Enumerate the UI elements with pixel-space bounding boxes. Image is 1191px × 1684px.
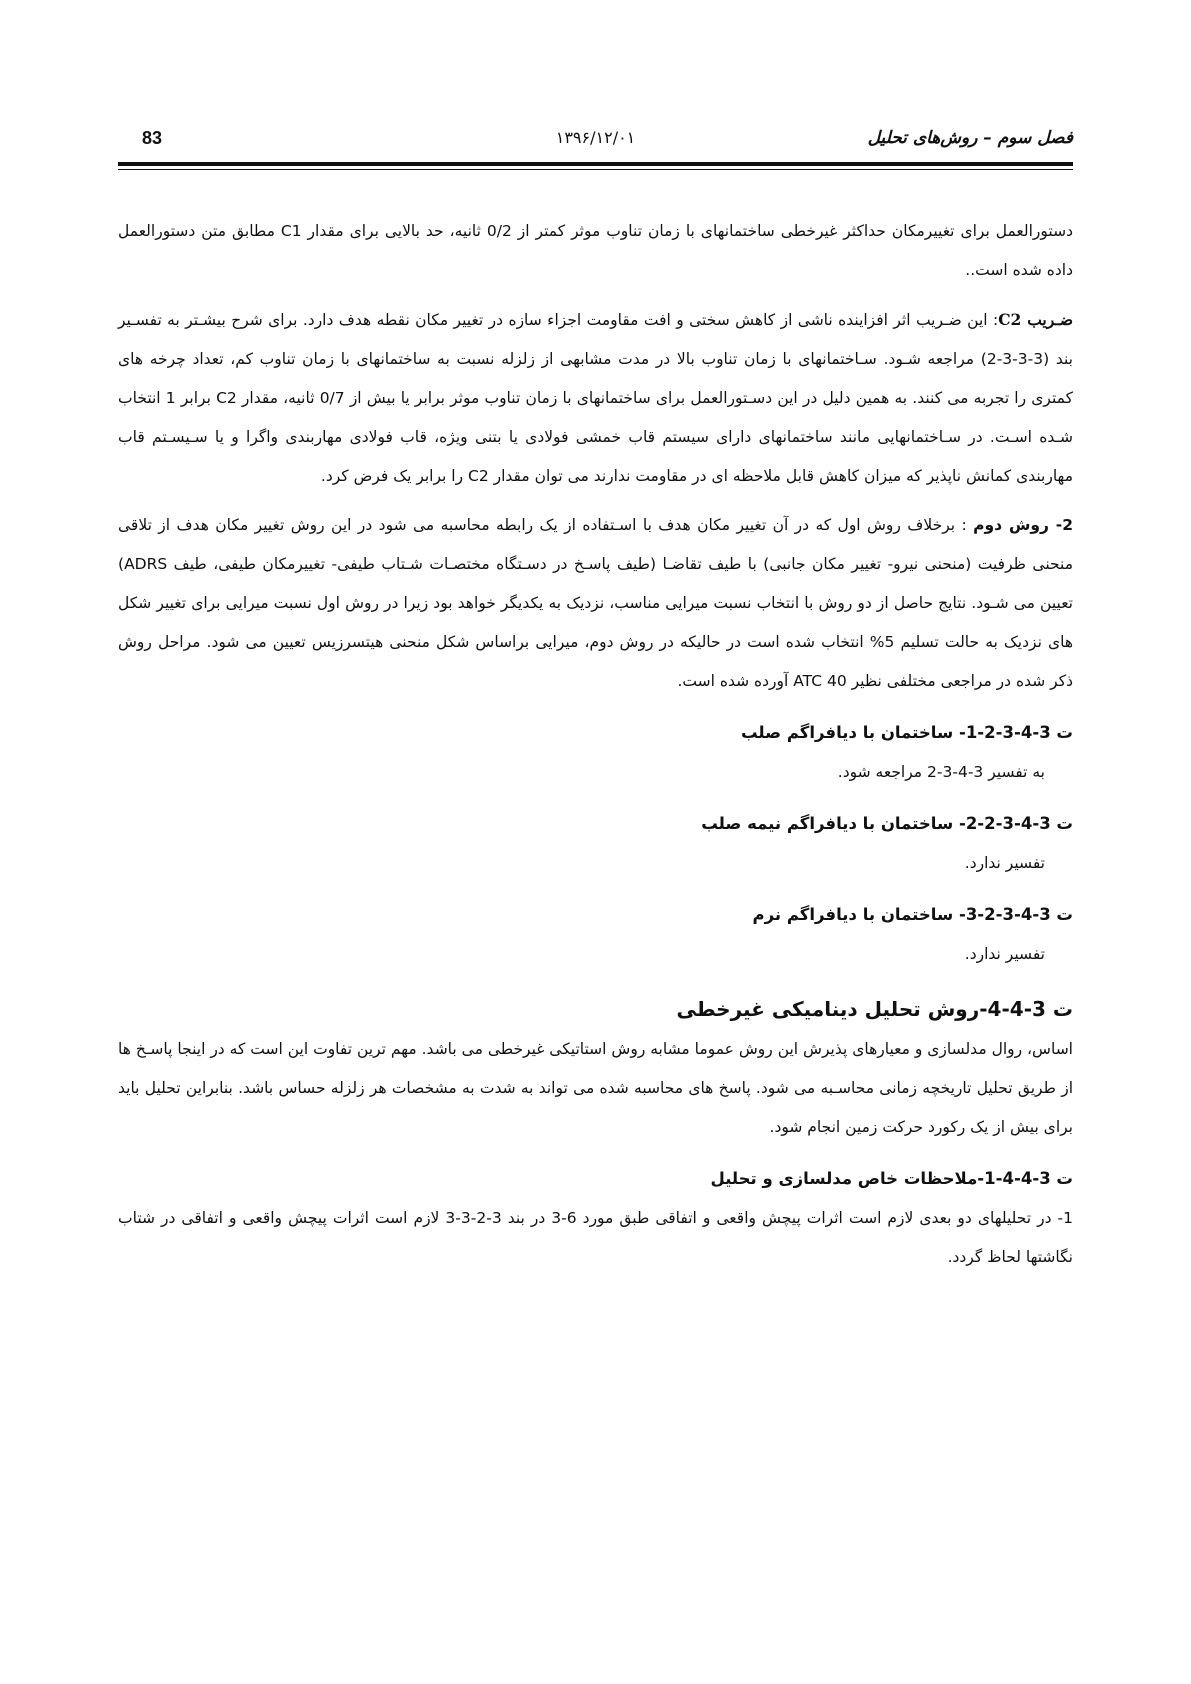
section-heading-nonlinear-dynamic: ت 3-4-4-روش تحلیل دینامیکی غیرخطی [676, 997, 1073, 1021]
section-body-rigid-diaphragm: به تفسیر 3-4-3-2 مراجعه شود. [837, 763, 1045, 781]
section-heading-flexible-diaphragm: ت 3-4-3-2-3- ساختمان با دیافراگم نرم [752, 905, 1073, 924]
page-body [118, 212, 1073, 1277]
method-two-lead: 2- روش دوم [973, 516, 1074, 534]
page-header [118, 124, 1073, 160]
paragraph-c1-limit: دستورالعمل برای تغییرمکان حداکثر غیرخطی ساختمانهای با زمان تناوب موثر کمتر از 0/2 ثانیه، حد بالایی برای مقدار C1 مطابق متن دستورالعمل داده شده است.. [118, 222, 1073, 279]
section-body-flexible-diaphragm: تفسیر ندارد. [964, 945, 1045, 963]
section-body-modeling-considerations: 1- در تحلیلهای دو بعدی لازم است اثرات پیچش واقعی و اتفاقی طبق مورد 6-3 در بند 3-2-3-3 لازم است اثرات پیچش واقعی و اتفاقی در شتاب نگاشتها لحاظ گردد. [118, 1209, 1073, 1266]
page-number: 83 [142, 128, 163, 148]
section-heading-modeling-considerations: ت 3-4-4-1-ملاحظات خاص مدلسازی و تحلیل [710, 1169, 1073, 1188]
paragraph-c2-factor [118, 300, 1073, 496]
section-heading-rigid-diaphragm: ت 3-4-3-2-1- ساختمان با دیافراگم صلب [740, 723, 1073, 742]
section-body-semirigid-diaphragm: تفسیر ندارد. [964, 854, 1045, 872]
c2-text: : این ضـریب اثر افزاینده ناشی از کاهش سختی و افت مقاومت اجزاء سازه در تغییر مکان نقطه هدف دارد. برای شرح بیشـتر به تفسـیر بند (3-3-3-2) مراجعه شـود. سـاختمانهای با زمان تناوب بالا در مدت مشابهی از زلزله نسبت به ساختمانهای با زمان تناوب کم، تعداد چرخه های کمتری را تجربه می کنند. به همین دلیل در این دسـتورالعمل برای ساختمانهای با زمان تناوب موثر برابر یا بیش از 0/7 ثانیه، مقدار C2 برابر 1 انتخاب شـده اسـت. در سـاختمانهایی مانند ساختمانهای دارای سیستم قاب خمشی فولادی یا بتنی ویژه، قاب فولادی مهاربندی واگرا و یا سـیسـتم قاب مهاربندی کمانش ناپذیر که میزان کاهش قابل ملاحظه ای در مقاومت ندارند می توان مقدار C2 را برابر یک فرض کرد. [118, 311, 1073, 485]
header-rule-thick [118, 162, 1073, 166]
chapter-title: فصل سوم – روش‌های تحلیل [867, 128, 1073, 148]
section-heading-semirigid-diaphragm: ت 3-4-3-2-2- ساختمان با دیافراگم نیمه صلب [701, 814, 1073, 833]
header-rule-thin [118, 169, 1073, 170]
method-two-text: : برخلاف روش اول که در آن تغییر مکان هدف با اسـتفاده از یک رابطه محاسبه می شود در این روش تغییر مکان هدف از تلاقی منحنی ظرفیت (منحنی نیرو- تغییر مکان جانبی) با طیف تقاضـا (طیف پاسـخ در دسـتگاه مختصـات شـتاب طیفی- تغییرمکان طیفی، طیف ADRS) تعیین می شـود. نتایج حاصل از دو روش با انتخاب نسبت میرایی مناسب، نزدیک به یکدیگر خواهد بود زیرا در روش اول نسبت میرایی برای تغییر شکل های نزدیک به حالت تسلیم 5% انتخاب شده است در حالیکه در روش دوم، میرایی براساس شکل منحنی هیتسرزیس تعیین می شود. مراحل روش ذکر شده در مراجعی مختلفی نظیر ATC 40 آورده شده است. [118, 516, 1073, 690]
header-date: ۱۳۹۶/۱۲/۰۱ [555, 128, 636, 147]
c2-lead: ضـریب C2 [998, 310, 1073, 329]
section-body-nonlinear-dynamic: اساس، روال مدلسازی و معیارهای پذیرش این روش عموما مشابه روش استاتیکی غیرخطی می باشد. مهم ترین تفاوت این است که در اینجا پاسـخ ها از طریق تحلیل تاریخچه زمانی محاسـبه می شود. پاسخ های محاسبه شده می تواند به شدت به مشخصات هر زلزله حساس باشد. بنابراین تحلیل باید برای بیش از یک رکورد حرکت زمین انجام شود. [118, 1040, 1073, 1136]
paragraph-method-two [118, 506, 1073, 701]
